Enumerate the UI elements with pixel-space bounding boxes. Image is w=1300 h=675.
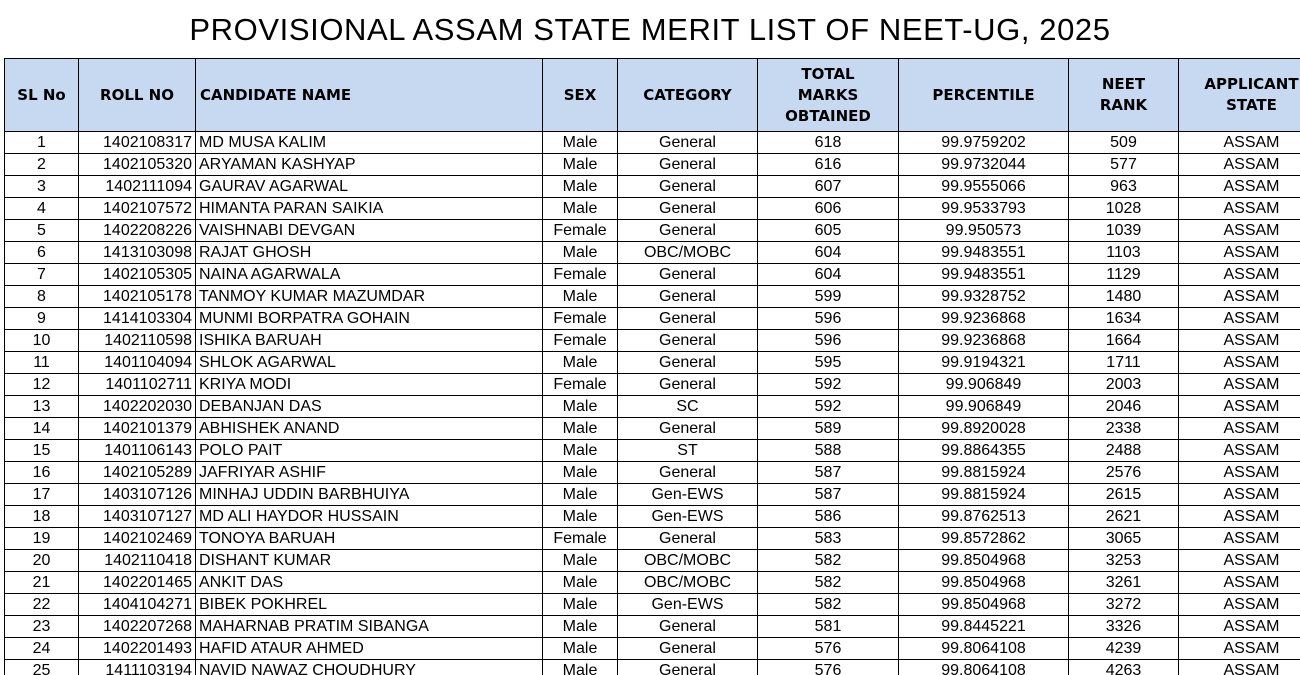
cell-roll-no: 1401104094 (79, 352, 196, 374)
cell-sl-no: 20 (5, 550, 79, 572)
table-body (5, 132, 1300, 675)
cell-neet-rank: 577 (1069, 154, 1179, 176)
cell-neet-rank: 3261 (1069, 572, 1179, 594)
header-total-marks-line1: TOTAL (801, 64, 855, 83)
cell-candidate-name: NAVID NAWAZ CHOUDHURY (196, 660, 543, 675)
cell-sex: Male (543, 660, 618, 675)
cell-neet-rank: 3326 (1069, 616, 1179, 638)
cell-sex: Male (543, 198, 618, 220)
header-category: CATEGORY (618, 59, 758, 132)
cell-roll-no: 1404104271 (79, 594, 196, 616)
header-percentile: PERCENTILE (899, 59, 1069, 132)
cell-sex: Male (543, 506, 618, 528)
cell-sl-no: 8 (5, 286, 79, 308)
cell-neet-rank: 1480 (1069, 286, 1179, 308)
cell-sl-no: 13 (5, 396, 79, 418)
header-total-marks-line3: OBTAINED (785, 106, 871, 125)
cell-neet-rank: 963 (1069, 176, 1179, 198)
cell-candidate-name: TANMOY KUMAR MAZUMDAR (196, 286, 543, 308)
table-row (5, 462, 1300, 484)
cell-category: General (618, 660, 758, 675)
cell-candidate-name: ISHIKA BARUAH (196, 330, 543, 352)
cell-neet-rank: 2615 (1069, 484, 1179, 506)
cell-category: General (618, 220, 758, 242)
cell-neet-rank: 4239 (1069, 638, 1179, 660)
cell-neet-rank: 1634 (1069, 308, 1179, 330)
document-title: PROVISIONAL ASSAM STATE MERIT LIST OF NEET-UG, 2025 (189, 12, 1111, 47)
cell-applicant-state: ASSAM (1179, 396, 1300, 418)
cell-category: General (618, 286, 758, 308)
cell-total-marks: 587 (758, 484, 899, 506)
cell-total-marks: 604 (758, 264, 899, 286)
cell-total-marks: 592 (758, 396, 899, 418)
cell-percentile: 99.9759202 (899, 132, 1069, 154)
cell-neet-rank: 3253 (1069, 550, 1179, 572)
cell-roll-no: 1402105289 (79, 462, 196, 484)
cell-candidate-name: MD MUSA KALIM (196, 132, 543, 154)
cell-roll-no: 1402105178 (79, 286, 196, 308)
cell-applicant-state: ASSAM (1179, 660, 1300, 675)
cell-neet-rank: 3065 (1069, 528, 1179, 550)
cell-sl-no: 19 (5, 528, 79, 550)
cell-applicant-state: ASSAM (1179, 132, 1300, 154)
table-row (5, 220, 1300, 242)
cell-roll-no: 1402202030 (79, 396, 196, 418)
table-row (5, 616, 1300, 638)
cell-total-marks: 592 (758, 374, 899, 396)
cell-candidate-name: NAINA AGARWALA (196, 264, 543, 286)
cell-sl-no: 15 (5, 440, 79, 462)
cell-percentile: 99.9483551 (899, 242, 1069, 264)
table-row (5, 154, 1300, 176)
header-neet-rank-line1: NEET (1101, 75, 1146, 93)
cell-category: General (618, 616, 758, 638)
cell-roll-no: 1402102469 (79, 528, 196, 550)
cell-sex: Male (543, 572, 618, 594)
cell-category: General (618, 176, 758, 198)
cell-neet-rank: 2003 (1069, 374, 1179, 396)
cell-percentile: 99.8504968 (899, 594, 1069, 616)
cell-percentile: 99.906849 (899, 396, 1069, 418)
table-row (5, 132, 1300, 154)
cell-category: SC (618, 396, 758, 418)
cell-percentile: 99.8762513 (899, 506, 1069, 528)
cell-total-marks: 605 (758, 220, 899, 242)
cell-percentile: 99.9194321 (899, 352, 1069, 374)
cell-neet-rank: 2576 (1069, 462, 1179, 484)
table-row (5, 528, 1300, 550)
cell-candidate-name: RAJAT GHOSH (196, 242, 543, 264)
cell-candidate-name: ABHISHEK ANAND (196, 418, 543, 440)
cell-neet-rank: 1711 (1069, 352, 1179, 374)
cell-candidate-name: BIBEK POKHREL (196, 594, 543, 616)
cell-roll-no: 1402201465 (79, 572, 196, 594)
cell-neet-rank: 4263 (1069, 660, 1179, 675)
cell-candidate-name: VAISHNABI DEVGAN (196, 220, 543, 242)
cell-neet-rank: 2488 (1069, 440, 1179, 462)
cell-roll-no: 1402107572 (79, 198, 196, 220)
cell-roll-no: 1402111094 (79, 176, 196, 198)
header-applicant-state-line1: APPLICANT (1204, 75, 1299, 93)
cell-category: Gen-EWS (618, 594, 758, 616)
cell-sl-no: 5 (5, 220, 79, 242)
cell-percentile: 99.8572862 (899, 528, 1069, 550)
cell-roll-no: 1402108317 (79, 132, 196, 154)
cell-neet-rank: 1103 (1069, 242, 1179, 264)
cell-sex: Female (543, 264, 618, 286)
cell-percentile: 99.8920028 (899, 418, 1069, 440)
table-row (5, 264, 1300, 286)
cell-roll-no: 1402105305 (79, 264, 196, 286)
cell-roll-no: 1402110598 (79, 330, 196, 352)
cell-applicant-state: ASSAM (1179, 572, 1300, 594)
cell-total-marks: 607 (758, 176, 899, 198)
cell-total-marks: 586 (758, 506, 899, 528)
cell-candidate-name: DEBANJAN DAS (196, 396, 543, 418)
cell-total-marks: 583 (758, 528, 899, 550)
cell-neet-rank: 2621 (1069, 506, 1179, 528)
cell-sl-no: 3 (5, 176, 79, 198)
table-row (5, 484, 1300, 506)
cell-sl-no: 24 (5, 638, 79, 660)
header-neet-rank (1069, 59, 1179, 132)
cell-sl-no: 11 (5, 352, 79, 374)
header-total-marks (758, 59, 899, 132)
cell-sl-no: 14 (5, 418, 79, 440)
cell-applicant-state: ASSAM (1179, 308, 1300, 330)
header-total-marks-line2: MARKS (797, 85, 859, 104)
cell-percentile: 99.906849 (899, 374, 1069, 396)
cell-category: Gen-EWS (618, 484, 758, 506)
cell-category: General (618, 308, 758, 330)
header-applicant-state (1179, 59, 1300, 132)
table-row (5, 506, 1300, 528)
cell-neet-rank: 509 (1069, 132, 1179, 154)
cell-sl-no: 21 (5, 572, 79, 594)
table-row (5, 638, 1300, 660)
cell-percentile: 99.8815924 (899, 484, 1069, 506)
cell-sl-no: 10 (5, 330, 79, 352)
header-neet-rank-line2: RANK (1099, 96, 1148, 114)
cell-applicant-state: ASSAM (1179, 330, 1300, 352)
cell-sex: Male (543, 440, 618, 462)
cell-sex: Male (543, 396, 618, 418)
merit-list-table (4, 58, 1300, 675)
cell-category: General (618, 198, 758, 220)
header-applicant-state-line2: STATE (1226, 96, 1277, 114)
cell-applicant-state: ASSAM (1179, 528, 1300, 550)
cell-applicant-state: ASSAM (1179, 616, 1300, 638)
cell-sex: Male (543, 638, 618, 660)
cell-roll-no: 1402207268 (79, 616, 196, 638)
cell-roll-no: 1401106143 (79, 440, 196, 462)
cell-candidate-name: MINHAJ UDDIN BARBHUIYA (196, 484, 543, 506)
header-roll-no: ROLL NO (79, 59, 196, 132)
cell-category: OBC/MOBC (618, 242, 758, 264)
cell-sex: Male (543, 154, 618, 176)
table-row (5, 198, 1300, 220)
cell-sex: Male (543, 286, 618, 308)
cell-candidate-name: MD ALI HAYDOR HUSSAIN (196, 506, 543, 528)
cell-category: General (618, 330, 758, 352)
cell-sex: Female (543, 330, 618, 352)
cell-sex: Male (543, 616, 618, 638)
cell-total-marks: 581 (758, 616, 899, 638)
cell-candidate-name: JAFRIYAR ASHIF (196, 462, 543, 484)
cell-sex: Female (543, 308, 618, 330)
cell-sl-no: 12 (5, 374, 79, 396)
cell-sl-no: 18 (5, 506, 79, 528)
cell-total-marks: 616 (758, 154, 899, 176)
table-row (5, 286, 1300, 308)
cell-percentile: 99.9555066 (899, 176, 1069, 198)
cell-candidate-name: MUNMI BORPATRA GOHAIN (196, 308, 543, 330)
cell-candidate-name: DISHANT KUMAR (196, 550, 543, 572)
cell-roll-no: 1411103194 (79, 660, 196, 675)
cell-applicant-state: ASSAM (1179, 264, 1300, 286)
cell-neet-rank: 1028 (1069, 198, 1179, 220)
cell-candidate-name: HAFID ATAUR AHMED (196, 638, 543, 660)
cell-total-marks: 576 (758, 638, 899, 660)
cell-percentile: 99.8064108 (899, 660, 1069, 675)
cell-applicant-state: ASSAM (1179, 484, 1300, 506)
cell-sl-no: 6 (5, 242, 79, 264)
cell-roll-no: 1403107126 (79, 484, 196, 506)
table-row (5, 352, 1300, 374)
header-sex: SEX (543, 59, 618, 132)
table-row (5, 176, 1300, 198)
cell-total-marks: 596 (758, 308, 899, 330)
cell-percentile: 99.9236868 (899, 308, 1069, 330)
cell-candidate-name: MAHARNAB PRATIM SIBANGA (196, 616, 543, 638)
cell-candidate-name: ANKIT DAS (196, 572, 543, 594)
table-row (5, 330, 1300, 352)
cell-roll-no: 1414103304 (79, 308, 196, 330)
cell-applicant-state: ASSAM (1179, 198, 1300, 220)
cell-percentile: 99.9483551 (899, 264, 1069, 286)
cell-candidate-name: TONOYA BARUAH (196, 528, 543, 550)
cell-neet-rank: 1129 (1069, 264, 1179, 286)
cell-total-marks: 599 (758, 286, 899, 308)
table-row (5, 418, 1300, 440)
cell-neet-rank: 3272 (1069, 594, 1179, 616)
cell-roll-no: 1413103098 (79, 242, 196, 264)
cell-applicant-state: ASSAM (1179, 154, 1300, 176)
cell-sex: Male (543, 352, 618, 374)
cell-sl-no: 9 (5, 308, 79, 330)
cell-category: General (618, 264, 758, 286)
cell-category: General (618, 462, 758, 484)
cell-total-marks: 582 (758, 594, 899, 616)
cell-candidate-name: HIMANTA PARAN SAIKIA (196, 198, 543, 220)
cell-total-marks: 576 (758, 660, 899, 675)
cell-applicant-state: ASSAM (1179, 286, 1300, 308)
cell-applicant-state: ASSAM (1179, 550, 1300, 572)
cell-category: OBC/MOBC (618, 572, 758, 594)
table-header-row (5, 59, 1300, 132)
cell-total-marks: 587 (758, 462, 899, 484)
cell-applicant-state: ASSAM (1179, 418, 1300, 440)
cell-sl-no: 17 (5, 484, 79, 506)
cell-category: General (618, 352, 758, 374)
cell-percentile: 99.9732044 (899, 154, 1069, 176)
cell-roll-no: 1401102711 (79, 374, 196, 396)
cell-category: General (618, 418, 758, 440)
cell-percentile: 99.8064108 (899, 638, 1069, 660)
cell-sl-no: 1 (5, 132, 79, 154)
cell-percentile: 99.8864355 (899, 440, 1069, 462)
cell-percentile: 99.8445221 (899, 616, 1069, 638)
cell-sex: Female (543, 220, 618, 242)
cell-candidate-name: KRIYA MODI (196, 374, 543, 396)
cell-sl-no: 23 (5, 616, 79, 638)
cell-applicant-state: ASSAM (1179, 462, 1300, 484)
cell-sex: Male (543, 176, 618, 198)
table-row (5, 308, 1300, 330)
cell-category: Gen-EWS (618, 506, 758, 528)
cell-sl-no: 22 (5, 594, 79, 616)
cell-applicant-state: ASSAM (1179, 506, 1300, 528)
header-sl-no: SL No (5, 59, 79, 132)
cell-category: ST (618, 440, 758, 462)
table-row (5, 550, 1300, 572)
cell-sl-no: 2 (5, 154, 79, 176)
cell-neet-rank: 1039 (1069, 220, 1179, 242)
cell-sex: Male (543, 594, 618, 616)
cell-sl-no: 25 (5, 660, 79, 675)
cell-percentile: 99.9236868 (899, 330, 1069, 352)
table-row (5, 374, 1300, 396)
cell-applicant-state: ASSAM (1179, 352, 1300, 374)
header-candidate-name: CANDIDATE NAME (196, 59, 543, 132)
table-row (5, 594, 1300, 616)
cell-category: OBC/MOBC (618, 550, 758, 572)
cell-total-marks: 595 (758, 352, 899, 374)
cell-neet-rank: 2338 (1069, 418, 1179, 440)
cell-percentile: 99.9328752 (899, 286, 1069, 308)
cell-sl-no: 4 (5, 198, 79, 220)
cell-sl-no: 16 (5, 462, 79, 484)
cell-percentile: 99.8504968 (899, 572, 1069, 594)
cell-sex: Male (543, 242, 618, 264)
cell-category: General (618, 154, 758, 176)
cell-sex: Male (543, 484, 618, 506)
cell-sex: Male (543, 550, 618, 572)
table-row (5, 242, 1300, 264)
cell-total-marks: 582 (758, 572, 899, 594)
cell-candidate-name: SHLOK AGARWAL (196, 352, 543, 374)
cell-roll-no: 1402201493 (79, 638, 196, 660)
cell-total-marks: 604 (758, 242, 899, 264)
cell-applicant-state: ASSAM (1179, 220, 1300, 242)
cell-percentile: 99.950573 (899, 220, 1069, 242)
cell-percentile: 99.8504968 (899, 550, 1069, 572)
cell-sex: Male (543, 132, 618, 154)
cell-sex: Male (543, 462, 618, 484)
cell-candidate-name: ARYAMAN KASHYAP (196, 154, 543, 176)
cell-sex: Male (543, 418, 618, 440)
cell-total-marks: 588 (758, 440, 899, 462)
cell-sex: Female (543, 528, 618, 550)
table-row (5, 440, 1300, 462)
cell-total-marks: 589 (758, 418, 899, 440)
cell-candidate-name: POLO PAIT (196, 440, 543, 462)
cell-roll-no: 1402105320 (79, 154, 196, 176)
cell-percentile: 99.8815924 (899, 462, 1069, 484)
cell-neet-rank: 1664 (1069, 330, 1179, 352)
cell-neet-rank: 2046 (1069, 396, 1179, 418)
cell-total-marks: 596 (758, 330, 899, 352)
cell-sex: Female (543, 374, 618, 396)
cell-roll-no: 1403107127 (79, 506, 196, 528)
table-row (5, 396, 1300, 418)
cell-roll-no: 1402208226 (79, 220, 196, 242)
cell-roll-no: 1402110418 (79, 550, 196, 572)
cell-applicant-state: ASSAM (1179, 638, 1300, 660)
cell-candidate-name: GAURAV AGARWAL (196, 176, 543, 198)
cell-total-marks: 582 (758, 550, 899, 572)
cell-category: General (618, 132, 758, 154)
cell-sl-no: 7 (5, 264, 79, 286)
cell-category: General (618, 528, 758, 550)
cell-total-marks: 618 (758, 132, 899, 154)
cell-applicant-state: ASSAM (1179, 594, 1300, 616)
cell-applicant-state: ASSAM (1179, 242, 1300, 264)
cell-total-marks: 606 (758, 198, 899, 220)
table-row (5, 572, 1300, 594)
cell-category: General (618, 638, 758, 660)
cell-roll-no: 1402101379 (79, 418, 196, 440)
cell-applicant-state: ASSAM (1179, 176, 1300, 198)
cell-applicant-state: ASSAM (1179, 374, 1300, 396)
cell-percentile: 99.9533793 (899, 198, 1069, 220)
cell-applicant-state: ASSAM (1179, 440, 1300, 462)
cell-category: General (618, 374, 758, 396)
table-row (5, 660, 1300, 675)
